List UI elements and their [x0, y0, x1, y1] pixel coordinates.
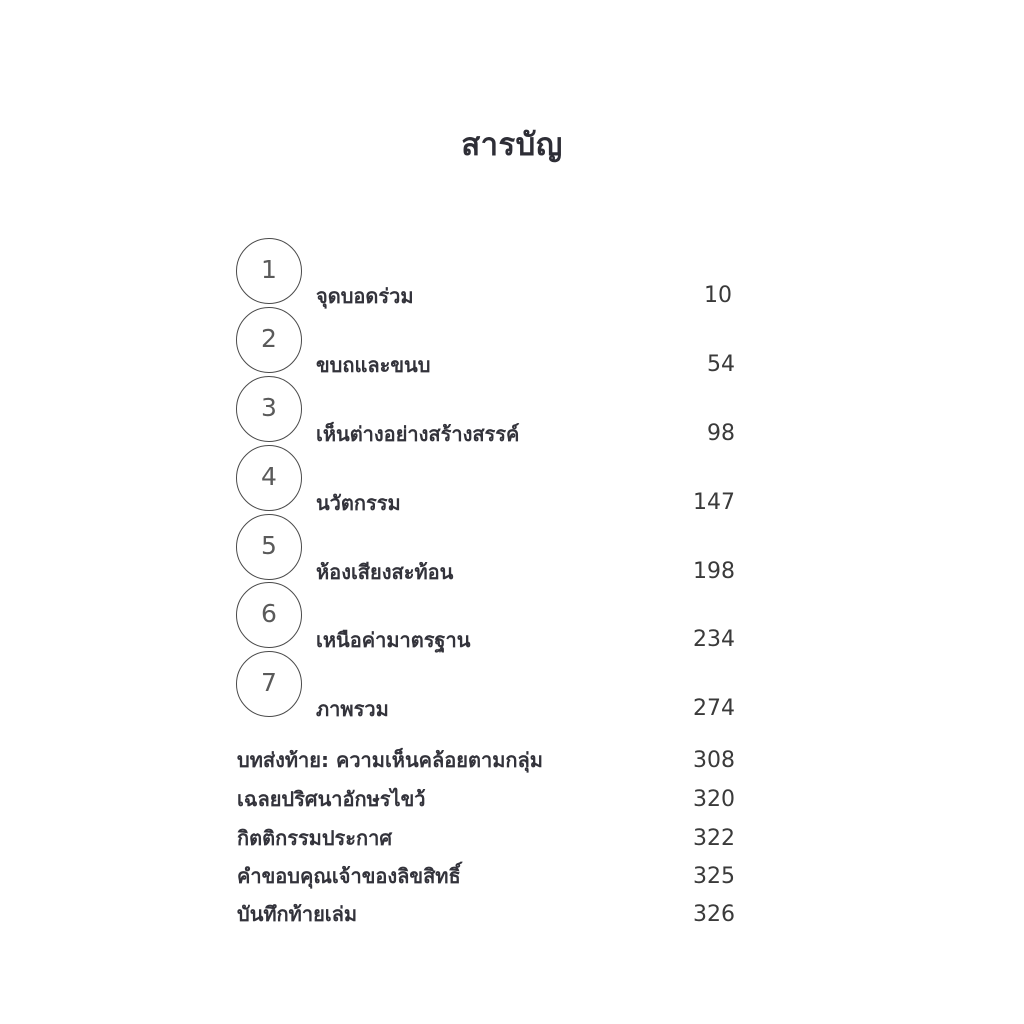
page-number: 326 [693, 902, 735, 927]
page-title: สารบัญ [461, 127, 563, 163]
toc-entry-chapter-2[interactable] [0, 307, 1024, 376]
chapter-title: ขบถและขนบ [316, 353, 431, 377]
page-number: 198 [693, 559, 735, 584]
chapter-title: ห้องเสียงสะท้อน [316, 560, 454, 584]
toc-entry-chapter-1[interactable] [0, 238, 1024, 307]
chapter-number-circle [236, 514, 302, 580]
toc-entry-chapter-3[interactable] [0, 376, 1024, 445]
chapter-title: นวัตกรรม [316, 491, 401, 515]
page-number: 308 [693, 748, 735, 773]
toc-entry-chapter-7[interactable] [0, 651, 1024, 720]
chapter-number: 6 [261, 599, 277, 628]
chapter-number-circle [236, 376, 302, 442]
chapter-title: เหนือค่ามาตรฐาน [316, 628, 471, 652]
chapter-number: 1 [261, 255, 277, 284]
chapter-number-circle [236, 307, 302, 373]
page-number: 147 [693, 490, 735, 515]
chapter-title: เห็นต่างอย่างสร้างสรรค์ [316, 422, 520, 446]
chapter-number: 2 [261, 324, 277, 353]
chapter-number-circle [236, 582, 302, 648]
chapter-title: จุดบอดร่วม [316, 284, 414, 308]
page-number: 274 [693, 696, 735, 721]
toc-entry-chapter-5[interactable] [0, 514, 1024, 583]
toc-entry-chapter-6[interactable] [0, 582, 1024, 651]
entry-title: บทส่งท้าย: ความเห็นคล้อยตามกลุ่ม [237, 748, 543, 772]
page-number: 98 [707, 421, 735, 446]
toc-entry-chapter-4[interactable] [0, 445, 1024, 514]
chapter-number-circle [236, 651, 302, 717]
toc-entry-acknowledgements[interactable] [0, 824, 1024, 854]
page-number: 322 [693, 826, 735, 851]
chapter-number-circle [236, 238, 302, 304]
toc-entry-crossword-answers[interactable] [0, 785, 1024, 815]
page-number: 10 [704, 283, 732, 308]
toc-entry-notes[interactable] [0, 900, 1024, 930]
chapter-number: 3 [261, 393, 277, 422]
page-number: 325 [693, 864, 735, 889]
chapter-number-circle [236, 445, 302, 511]
page-number: 54 [707, 352, 735, 377]
toc-entry-copyright-thanks[interactable] [0, 862, 1024, 892]
entry-title: บันทึกท้ายเล่ม [237, 902, 358, 926]
toc-entry-epilogue[interactable] [0, 746, 1024, 776]
page-number: 320 [693, 787, 735, 812]
entry-title: คำขอบคุณเจ้าของลิขสิทธิ์ [237, 864, 461, 888]
chapter-number: 5 [261, 531, 277, 560]
entry-title: เฉลยปริศนาอักษรไขว้ [237, 787, 426, 811]
chapter-number: 4 [261, 462, 277, 491]
chapter-number: 7 [261, 668, 277, 697]
chapter-title: ภาพรวม [316, 697, 389, 721]
entry-title: กิตติกรรมประกาศ [237, 826, 393, 850]
page-number: 234 [693, 627, 735, 652]
